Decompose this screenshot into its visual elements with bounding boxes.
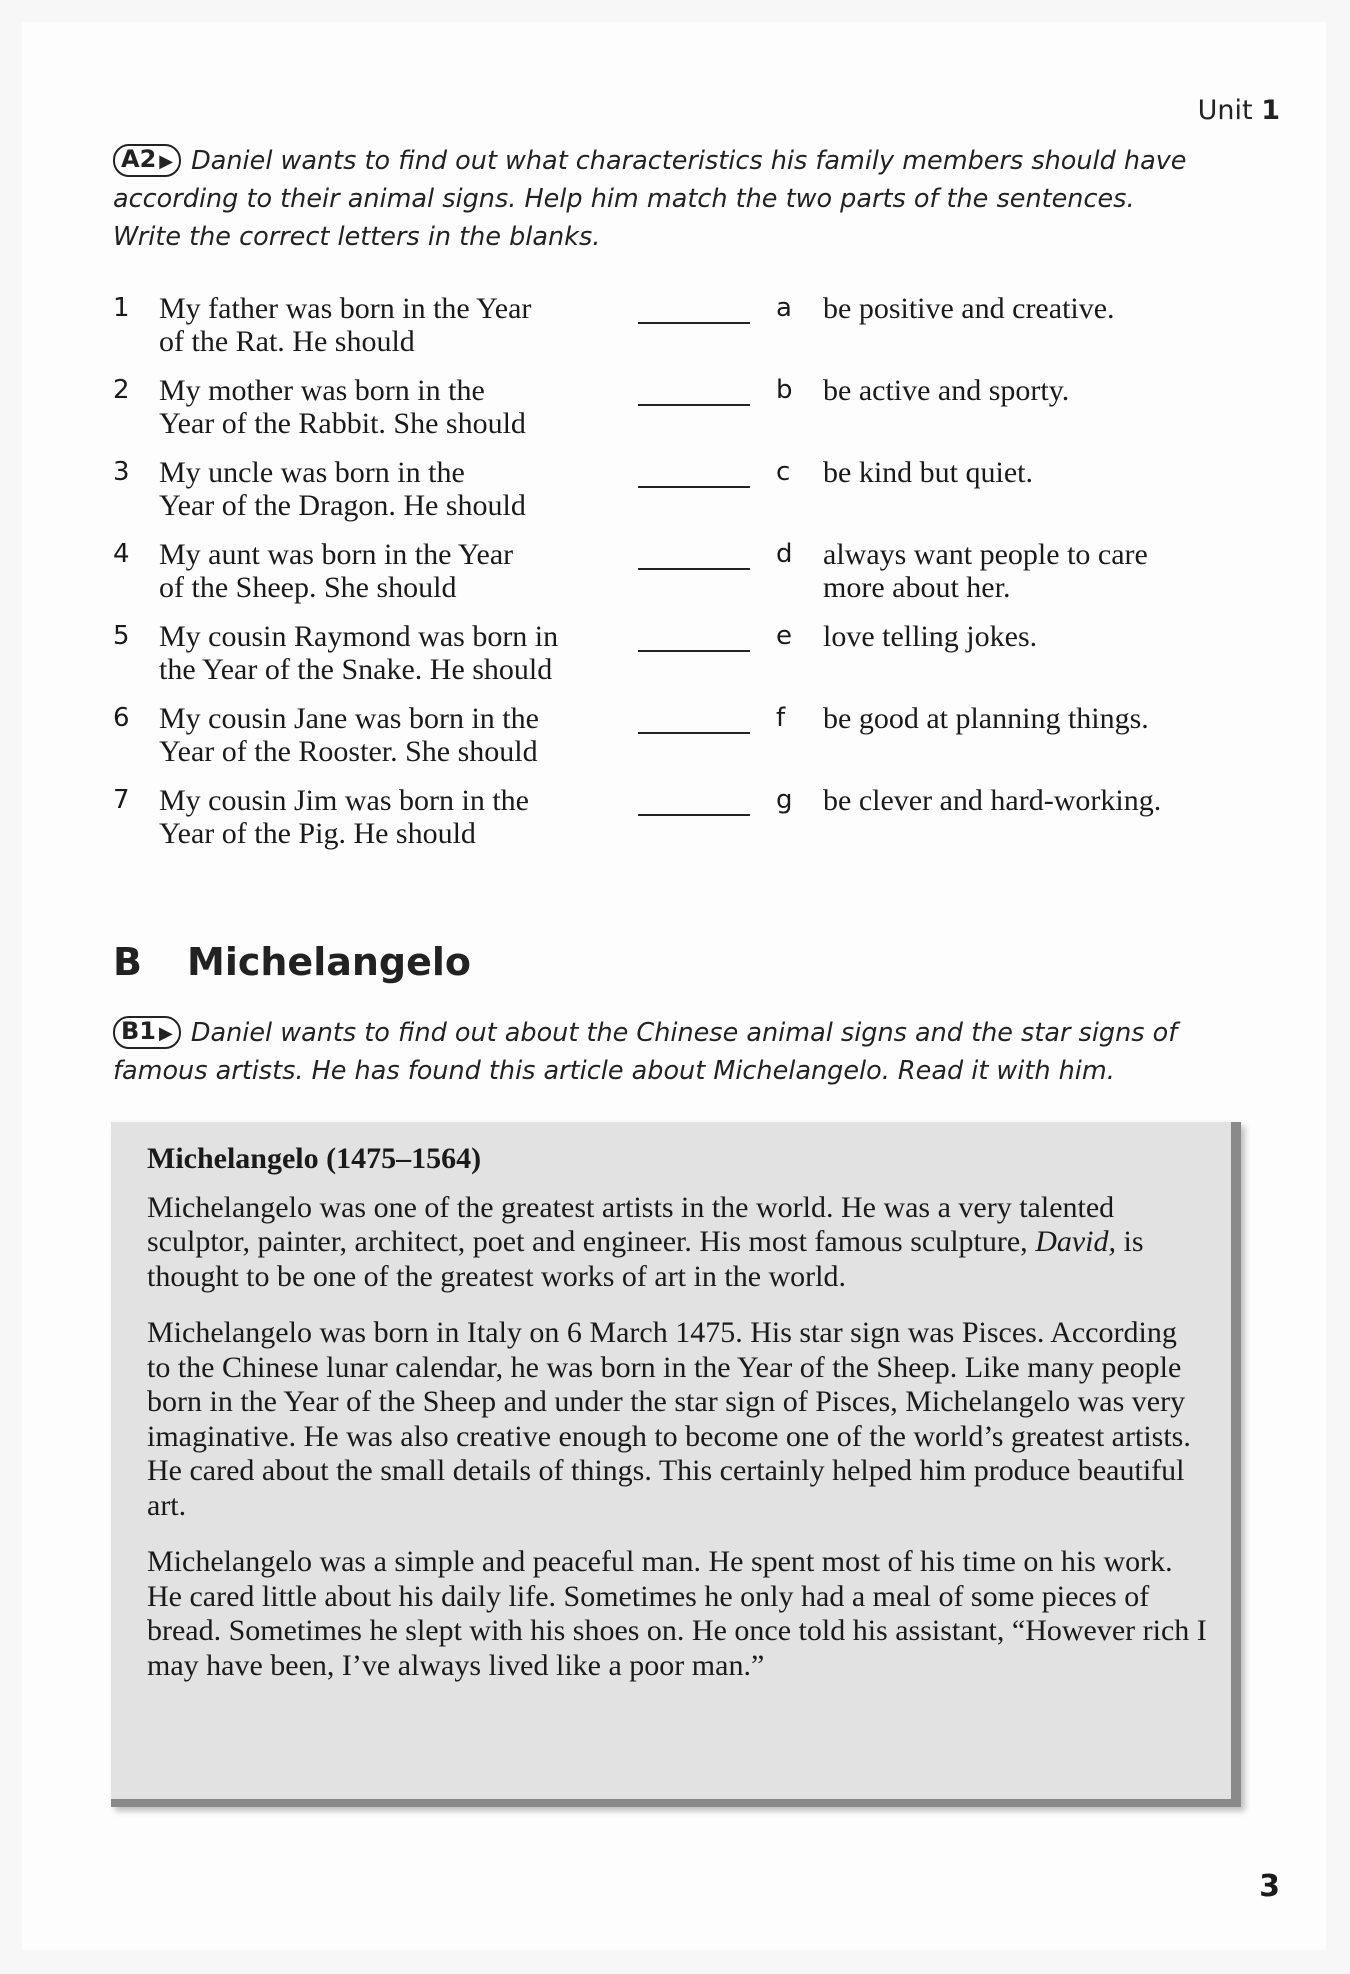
stem-number: 7 (113, 785, 130, 815)
article-paragraph: Michelangelo was one of the greatest artists in the world. He was a very talented sculptor, painter, architect, poet and engineer. His most famous sculpture, David, is thought to be one of the greatest works of art in the world. (147, 1190, 1144, 1293)
ending-letter: b (776, 375, 793, 405)
matching-exercise (113, 292, 1233, 866)
match-row (113, 456, 1233, 538)
ending-text: be active and sporty. (823, 374, 1070, 407)
ending-letter: a (776, 293, 792, 323)
match-row (113, 620, 1233, 702)
match-row (113, 374, 1233, 456)
unit-number: 1 (1261, 95, 1280, 126)
answer-blank[interactable] (638, 568, 750, 570)
article-paragraph: Michelangelo was born in Italy on 6 March 1475. His star sign was Pisces. According to the Chinese lunar calendar, he was born in the Year of the Sheep. Like many people born in the Year of the Sheep and under the star sign of Pisces, Michelangelo was very imaginative. He was also creative enough to become one of the world’s greatest artists. He cared about the small details of things. This certainly helped him produce beautiful art. (147, 1316, 1191, 1522)
stem-text: My father was born in the Year of the Rat. He should (159, 292, 532, 358)
stem-number: 4 (113, 539, 130, 569)
instruction-a2 (113, 142, 1203, 256)
article-paragraph: Michelangelo was a simple and peaceful man. He spent most of his time on his work. He cared little about his daily life. Sometimes he only had a meal of some pieces of bread. Sometimes he slept with his shoes on. He once told his assistant, “However rich I may have been, I’ve always lived like a poor man.” (147, 1545, 1207, 1682)
section-heading (113, 940, 471, 984)
match-row (113, 292, 1233, 374)
instruction-b1 (113, 1014, 1203, 1090)
ending-letter: d (776, 539, 793, 569)
exercise-badge-a2: A2 ▶ (113, 144, 181, 177)
ending-text: love telling jokes. (823, 620, 1038, 653)
match-row (113, 538, 1233, 620)
ending-text: be kind but quiet. (823, 456, 1033, 489)
ending-text: always want people to care more about her. (823, 538, 1148, 604)
stem-number: 5 (113, 621, 130, 651)
section-title: Michelangelo (187, 940, 472, 984)
stem-text: My mother was born in the Year of the Rabbit. She should (159, 374, 526, 440)
stem-text: My uncle was born in the Year of the Dragon. He should (159, 456, 526, 522)
match-row (113, 702, 1233, 784)
stem-number: 6 (113, 703, 130, 733)
match-row (113, 784, 1233, 866)
unit-label: Unit 1 (1197, 95, 1280, 126)
stem-text: My aunt was born in the Year of the Sheep. She should (159, 538, 514, 604)
ending-text: be clever and hard-working. (823, 784, 1162, 817)
article-box (111, 1122, 1241, 1807)
stem-number: 3 (113, 457, 130, 487)
exercise-badge-b1: B1 ▶ (113, 1016, 181, 1049)
instruction-text-b1: Daniel wants to find out about the Chinese animal signs and the star signs of famous artists. He has found this article about Michelangelo. Read it with him. (113, 1018, 1178, 1086)
answer-blank[interactable] (638, 814, 750, 816)
stem-text: My cousin Jane was born in the Year of the Rooster. She should (159, 702, 539, 768)
ending-letter: e (776, 621, 792, 651)
instruction-text-a2: Daniel wants to find out what characteristics his family members should have according to their animal signs. Help him match the two parts of the sentences. Write the correct letters in the blanks. (113, 146, 1187, 252)
page-number: 3 (1259, 1869, 1280, 1904)
answer-blank[interactable] (638, 732, 750, 734)
artwork-title: David, (1035, 1225, 1117, 1258)
ending-letter: g (776, 785, 793, 815)
ending-text: be good at planning things. (823, 702, 1149, 735)
section-letter: B (113, 940, 142, 984)
stem-number: 2 (113, 375, 130, 405)
ending-letter: c (776, 457, 791, 487)
answer-blank[interactable] (638, 650, 750, 652)
stem-text: My cousin Jim was born in the Year of the Pig. He should (159, 784, 529, 850)
answer-blank[interactable] (638, 404, 750, 406)
stem-text: My cousin Raymond was born in the Year of the Snake. He should (159, 620, 559, 686)
article-title: Michelangelo (1475–1564) (147, 1142, 482, 1175)
ending-letter: f (776, 703, 786, 733)
ending-text: be positive and creative. (823, 292, 1115, 325)
answer-blank[interactable] (638, 486, 750, 488)
play-icon: ▶ (159, 151, 174, 172)
stem-number: 1 (113, 293, 130, 323)
answer-blank[interactable] (638, 322, 750, 324)
play-icon: ▶ (159, 1023, 173, 1044)
